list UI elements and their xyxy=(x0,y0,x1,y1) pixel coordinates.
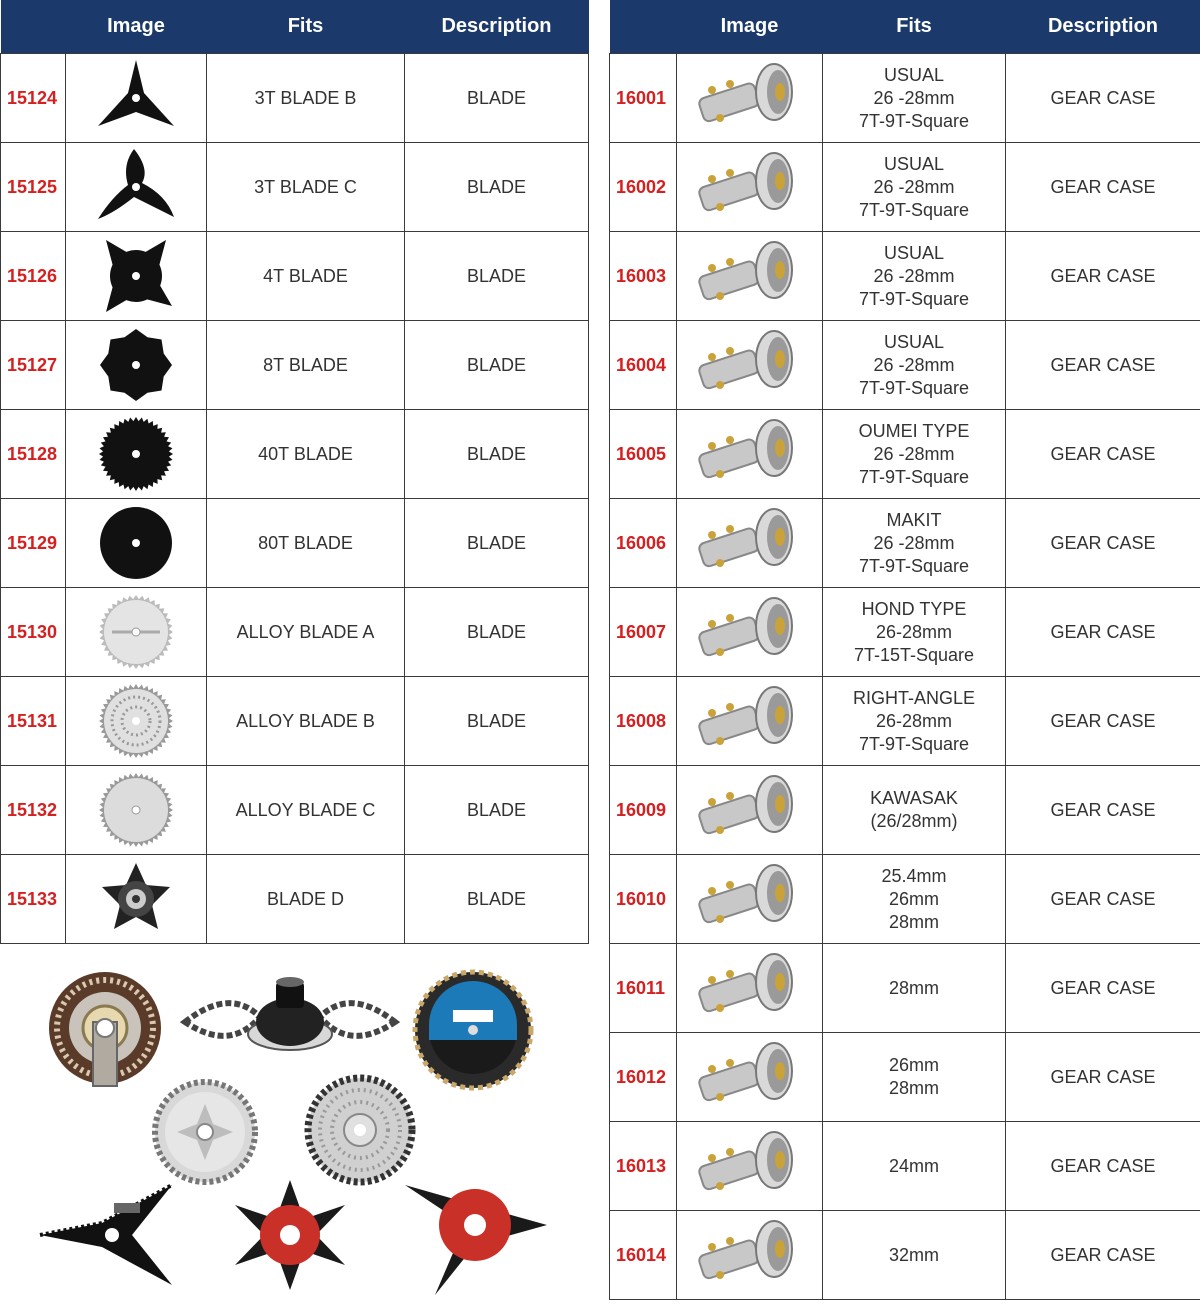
table-row xyxy=(1,766,589,855)
product-description: BLADE xyxy=(405,54,589,143)
gear-case-icon xyxy=(690,590,810,674)
table-row xyxy=(1,410,589,499)
table-row xyxy=(1,677,589,766)
fits-line: 24mm xyxy=(888,1155,939,1176)
product-image xyxy=(677,232,823,321)
fits-line: 25.4mm xyxy=(881,865,947,886)
product-description: BLADE xyxy=(405,143,589,232)
product-gallery xyxy=(0,950,600,1306)
table-row xyxy=(610,499,1200,588)
product-image xyxy=(677,143,823,232)
fits-line: 28mm xyxy=(888,911,939,932)
product-fits xyxy=(823,588,1006,677)
product-description: GEAR CASE xyxy=(1006,232,1200,321)
table-row xyxy=(610,588,1200,677)
product-description: BLADE xyxy=(405,766,589,855)
fits-line: 26 -28mm xyxy=(873,87,955,108)
fits-line: KAWASAK xyxy=(870,788,958,808)
alloy-disc-blade-icon xyxy=(155,1082,255,1182)
gear-case-table xyxy=(609,0,1200,1300)
header-image: Image xyxy=(677,0,823,54)
table-row xyxy=(1,143,589,232)
product-fits: ALLOY BLADE C xyxy=(207,766,405,855)
fits-line: USUAL xyxy=(883,331,945,352)
table-row xyxy=(610,143,1200,232)
product-image xyxy=(66,321,207,410)
gear-case-icon xyxy=(690,501,810,585)
gear-case-table-header xyxy=(610,0,1200,54)
fits-line: 7T-9T-Square xyxy=(858,733,970,754)
product-fits xyxy=(823,677,1006,766)
table-row xyxy=(610,1122,1200,1211)
product-code: 16003 xyxy=(610,232,677,321)
gear-case-icon xyxy=(690,768,810,852)
fits-line: MAKIT xyxy=(886,509,942,530)
product-description: GEAR CASE xyxy=(1006,410,1200,499)
product-image xyxy=(66,855,207,944)
product-image xyxy=(677,855,823,944)
fits-line: 7T-9T-Square xyxy=(858,555,970,576)
four-tooth-blade-icon xyxy=(96,236,176,316)
product-code: 16001 xyxy=(610,54,677,143)
product-description: GEAR CASE xyxy=(1006,1211,1200,1300)
product-fits xyxy=(823,321,1006,410)
fits-line: OUMEI TYPE xyxy=(858,420,970,441)
product-fits xyxy=(823,499,1006,588)
table-row xyxy=(610,1033,1200,1122)
product-description: BLADE xyxy=(405,321,589,410)
product-fits: 80T BLADE xyxy=(207,499,405,588)
product-fits: 4T BLADE xyxy=(207,232,405,321)
product-fits xyxy=(823,410,1006,499)
three-tooth-blade-b-icon xyxy=(96,58,176,138)
product-image xyxy=(66,588,207,677)
product-code: 16006 xyxy=(610,499,677,588)
fits-line: 28mm xyxy=(888,977,939,998)
blade-hub-icon xyxy=(49,972,161,1086)
product-code: 15129 xyxy=(1,499,66,588)
product-image xyxy=(677,944,823,1033)
alloy-blade-a-icon xyxy=(96,592,176,672)
fits-line: USUAL xyxy=(883,242,945,263)
product-image xyxy=(677,1033,823,1122)
table-row xyxy=(1,588,589,677)
fits-line: 26 -28mm xyxy=(873,265,955,286)
product-code: 16007 xyxy=(610,588,677,677)
product-fits: 3T BLADE C xyxy=(207,143,405,232)
product-image xyxy=(66,143,207,232)
fits-line: USUAL xyxy=(883,64,945,85)
product-description: GEAR CASE xyxy=(1006,588,1200,677)
fits-line: 26-28mm xyxy=(875,621,953,642)
fits-line: 28mm xyxy=(888,1078,939,1098)
product-fits: BLADE D xyxy=(207,855,405,944)
product-code: 16004 xyxy=(610,321,677,410)
fits-line: 32mm xyxy=(888,1244,939,1265)
product-image xyxy=(677,1122,823,1211)
product-description: GEAR CASE xyxy=(1006,855,1200,944)
header-description: Description xyxy=(405,0,589,54)
table-row xyxy=(1,321,589,410)
fits-line: 7T-15T-Square xyxy=(853,644,975,665)
product-fits xyxy=(823,1211,1006,1300)
gear-case-icon xyxy=(690,323,810,407)
product-fits: 40T BLADE xyxy=(207,410,405,499)
product-image xyxy=(66,499,207,588)
product-description: BLADE xyxy=(405,499,589,588)
gear-case-icon xyxy=(690,412,810,496)
product-code: 15128 xyxy=(1,410,66,499)
fits-line: USUAL xyxy=(883,153,945,174)
perforated-disc-blade-icon xyxy=(308,1078,412,1182)
product-description: GEAR CASE xyxy=(1006,766,1200,855)
product-description: GEAR CASE xyxy=(1006,1122,1200,1211)
product-code: 15126 xyxy=(1,232,66,321)
product-code: 15132 xyxy=(1,766,66,855)
product-image xyxy=(66,677,207,766)
product-fits: ALLOY BLADE B xyxy=(207,677,405,766)
product-description: GEAR CASE xyxy=(1006,321,1200,410)
table-row xyxy=(610,677,1200,766)
product-image xyxy=(66,766,207,855)
fits-line: 7T-9T-Square xyxy=(858,288,970,309)
fits-line: 26 -28mm xyxy=(873,532,955,553)
gear-case-icon xyxy=(690,56,810,140)
product-image xyxy=(677,410,823,499)
header-fits: Fits xyxy=(207,0,405,54)
chain-trimmer-head-icon xyxy=(185,977,395,1050)
three-tooth-blade-c-icon xyxy=(96,147,176,227)
product-code: 16012 xyxy=(610,1033,677,1122)
product-fits xyxy=(823,143,1006,232)
blade-table xyxy=(0,0,589,944)
fits-line: 26mm xyxy=(888,1055,939,1075)
product-description: GEAR CASE xyxy=(1006,944,1200,1033)
blade-d-icon xyxy=(96,859,176,939)
gear-case-icon xyxy=(690,1213,810,1297)
product-image xyxy=(66,54,207,143)
gear-case-icon xyxy=(690,234,810,318)
fits-line: 26 -28mm xyxy=(873,443,955,464)
three-tooth-blade-icon xyxy=(40,1185,172,1285)
product-image xyxy=(677,499,823,588)
eight-tooth-blade-icon xyxy=(96,325,176,405)
product-fits xyxy=(823,855,1006,944)
table-row xyxy=(1,855,589,944)
product-code: 16005 xyxy=(610,410,677,499)
table-row xyxy=(1,499,589,588)
product-code: 15131 xyxy=(1,677,66,766)
table-row xyxy=(610,321,1200,410)
product-description: BLADE xyxy=(405,855,589,944)
fits-line: 7T-9T-Square xyxy=(858,110,970,131)
product-image xyxy=(66,410,207,499)
product-code: 15133 xyxy=(1,855,66,944)
product-fits: 8T BLADE xyxy=(207,321,405,410)
product-description: BLADE xyxy=(405,677,589,766)
table-row xyxy=(1,54,589,143)
product-fits xyxy=(823,944,1006,1033)
gear-case-icon xyxy=(690,1124,810,1208)
fits-line: (26/28mm) xyxy=(870,811,958,831)
alloy-blade-c-icon xyxy=(96,770,176,850)
product-image xyxy=(677,321,823,410)
product-fits xyxy=(823,232,1006,321)
fits-line: 7T-9T-Square xyxy=(858,466,970,487)
table-row xyxy=(610,1211,1200,1300)
fits-line: RIGHT-ANGLE xyxy=(852,687,976,708)
header-code xyxy=(610,0,677,54)
fits-line: 7T-9T-Square xyxy=(858,377,970,398)
product-code: 15130 xyxy=(1,588,66,677)
product-code: 16013 xyxy=(610,1122,677,1211)
fits-line: 26-28mm xyxy=(875,710,953,731)
gear-case-icon xyxy=(690,857,810,941)
alloy-blade-b-icon xyxy=(96,681,176,761)
table-row xyxy=(1,232,589,321)
gear-case-icon xyxy=(690,1035,810,1119)
gear-case-icon xyxy=(690,946,810,1030)
table-row xyxy=(610,54,1200,143)
product-fits xyxy=(823,766,1006,855)
table-row xyxy=(610,410,1200,499)
product-description: BLADE xyxy=(405,232,589,321)
product-description: GEAR CASE xyxy=(1006,143,1200,232)
fits-line: 7T-9T-Square xyxy=(858,199,970,220)
product-description: BLADE xyxy=(405,588,589,677)
fits-line: 26mm xyxy=(888,888,939,909)
product-code: 16011 xyxy=(610,944,677,1033)
fits-line: 26 -28mm xyxy=(873,354,955,375)
table-row xyxy=(610,944,1200,1033)
product-code: 16010 xyxy=(610,855,677,944)
product-code: 16008 xyxy=(610,677,677,766)
product-description: GEAR CASE xyxy=(1006,54,1200,143)
gear-case-icon xyxy=(690,679,810,763)
header-description: Description xyxy=(1006,0,1200,54)
header-image: Image xyxy=(66,0,207,54)
gear-case-icon xyxy=(690,145,810,229)
red-three-star-blade-icon xyxy=(405,1185,547,1295)
header-code xyxy=(1,0,66,54)
product-image xyxy=(677,588,823,677)
product-image xyxy=(677,54,823,143)
product-fits xyxy=(823,1122,1006,1211)
product-code: 16014 xyxy=(610,1211,677,1300)
product-code: 15125 xyxy=(1,143,66,232)
chain-saw-blade-icon xyxy=(415,972,531,1088)
product-description: GEAR CASE xyxy=(1006,1033,1200,1122)
table-row xyxy=(610,855,1200,944)
product-description: GEAR CASE xyxy=(1006,677,1200,766)
product-image xyxy=(677,677,823,766)
red-six-star-blade-icon xyxy=(235,1180,345,1290)
product-description: GEAR CASE xyxy=(1006,499,1200,588)
product-fits xyxy=(823,54,1006,143)
header-fits: Fits xyxy=(823,0,1006,54)
product-code: 16009 xyxy=(610,766,677,855)
product-fits xyxy=(823,1033,1006,1122)
product-image xyxy=(677,766,823,855)
product-image xyxy=(66,232,207,321)
table-row xyxy=(610,232,1200,321)
product-code: 15127 xyxy=(1,321,66,410)
product-image xyxy=(677,1211,823,1300)
fits-line: 26 -28mm xyxy=(873,176,955,197)
product-code: 16002 xyxy=(610,143,677,232)
product-code: 15124 xyxy=(1,54,66,143)
table-row xyxy=(610,766,1200,855)
product-fits: ALLOY BLADE A xyxy=(207,588,405,677)
product-fits: 3T BLADE B xyxy=(207,54,405,143)
product-description: BLADE xyxy=(405,410,589,499)
fits-line: HOND TYPE xyxy=(861,598,967,619)
forty-tooth-blade-icon xyxy=(96,414,176,494)
blade-table-header xyxy=(1,0,589,54)
eighty-tooth-blade-icon xyxy=(96,503,176,583)
